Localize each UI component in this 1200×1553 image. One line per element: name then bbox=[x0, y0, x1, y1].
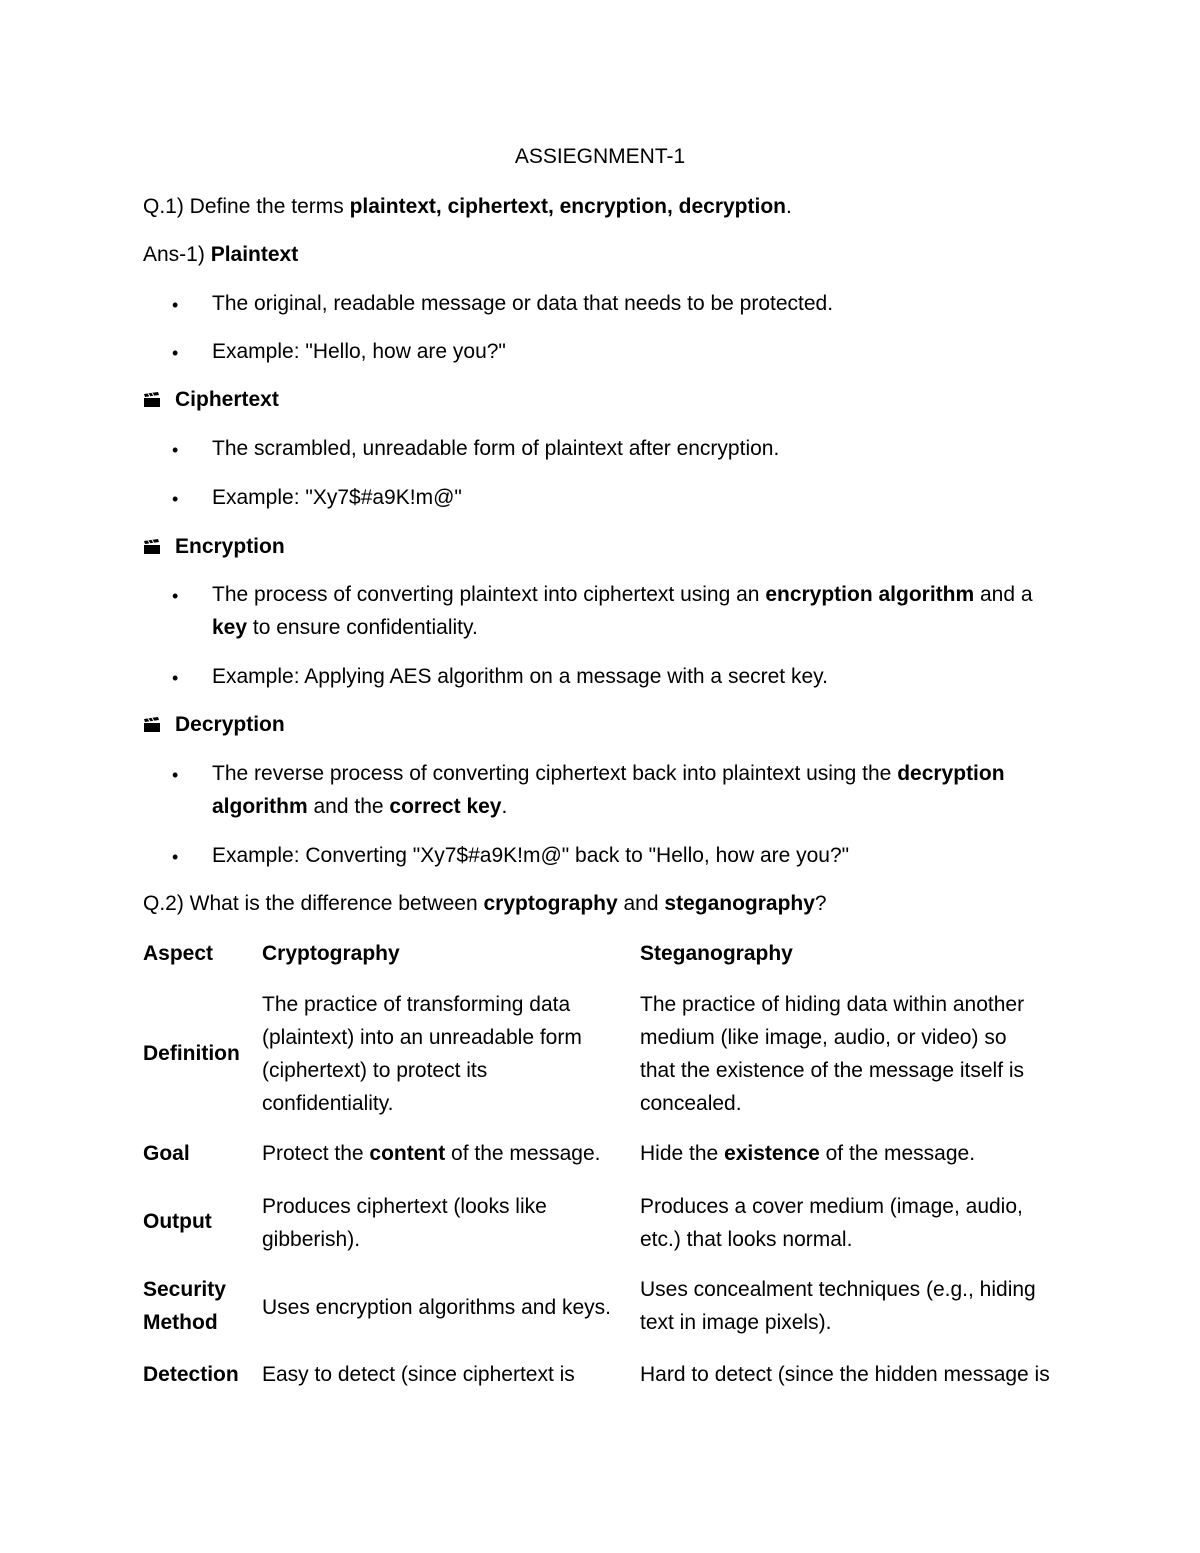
decryption-text: . bbox=[501, 795, 508, 818]
clapperboard-icon bbox=[143, 392, 161, 408]
cryptography-term: cryptography bbox=[483, 892, 618, 915]
question-2-mid: and bbox=[617, 892, 665, 915]
plaintext-example: Example: "Hello, how are you?" bbox=[212, 340, 506, 363]
encryption-definition-line-1 bbox=[212, 582, 1033, 608]
clapperboard-icon bbox=[143, 717, 161, 733]
content-term: content bbox=[369, 1142, 446, 1165]
encryption-definition-line-2 bbox=[212, 615, 478, 641]
table-row-aspect: Goal bbox=[143, 1142, 190, 1165]
question-1-terms: plaintext, ciphertext, encryption, decryption bbox=[349, 195, 786, 218]
table-header-aspect: Aspect bbox=[143, 942, 214, 965]
clapperboard-icon bbox=[143, 539, 161, 555]
section-heading-ciphertext: Ciphertext bbox=[175, 388, 279, 411]
table-cell-steganography bbox=[640, 1273, 1036, 1339]
key-term: key bbox=[212, 616, 248, 639]
page-title: ASSIEGNMENT-1 bbox=[514, 145, 686, 168]
cell-line: text in image pixels). bbox=[640, 1311, 832, 1334]
decryption-text: The reverse process of converting ciphertext back into plaintext using the bbox=[212, 762, 898, 785]
cell-line: Produces a cover medium (image, audio, bbox=[640, 1195, 1023, 1218]
question-1-suffix: . bbox=[786, 195, 792, 218]
table-cell-cryptography bbox=[262, 988, 582, 1120]
section-heading-encryption: Encryption bbox=[175, 535, 285, 558]
question-2-prefix: Q.2) What is the difference between bbox=[143, 892, 484, 915]
cell-text: Protect the bbox=[262, 1142, 370, 1165]
question-2-suffix: ? bbox=[814, 892, 827, 915]
decryption-term: decryption bbox=[897, 762, 1005, 785]
cell-line: Uses concealment techniques (e.g., hiding bbox=[640, 1278, 1036, 1301]
bullet-icon: • bbox=[172, 295, 179, 315]
cell-line: Produces ciphertext (looks like bbox=[262, 1195, 547, 1218]
question-1 bbox=[143, 194, 792, 220]
cell-line: The practice of transforming data bbox=[262, 993, 571, 1016]
table-cell-steganography bbox=[640, 1190, 1023, 1256]
ciphertext-definition: The scrambled, unreadable form of plaintext after encryption. bbox=[212, 437, 780, 460]
cell-line: etc.) that looks normal. bbox=[640, 1228, 853, 1251]
cell-line: gibberish). bbox=[262, 1228, 361, 1251]
decryption-text: and the bbox=[307, 795, 390, 818]
table-header-steganography: Steganography bbox=[640, 942, 793, 965]
encryption-text: to ensure confidentiality. bbox=[247, 616, 478, 639]
table-cell-steganography bbox=[640, 1141, 975, 1167]
bullet-icon: • bbox=[172, 343, 179, 363]
encryption-text: and a bbox=[974, 583, 1033, 606]
cell-line: medium (like image, audio, or video) so bbox=[640, 1026, 1007, 1049]
steganography-term: steganography bbox=[664, 892, 815, 915]
table-row-aspect: Definition bbox=[143, 1042, 240, 1065]
encryption-text: The process of converting plaintext into ciphertext using an bbox=[212, 583, 766, 606]
cell-line: confidentiality. bbox=[262, 1092, 394, 1115]
cell-line: Security bbox=[143, 1278, 226, 1301]
table-row-aspect: Output bbox=[143, 1210, 212, 1233]
cell-line: Method bbox=[143, 1311, 218, 1334]
cell-text: of the message. bbox=[819, 1142, 976, 1165]
question-2 bbox=[143, 891, 827, 917]
table-cell-cryptography: Uses encryption algorithms and keys. bbox=[262, 1296, 611, 1319]
correct-key-term: correct key bbox=[389, 795, 502, 818]
table-cell-cryptography bbox=[262, 1190, 547, 1256]
cell-text: Hide the bbox=[640, 1142, 725, 1165]
answer-prefix: Ans-1) bbox=[143, 243, 211, 266]
bullet-icon: • bbox=[172, 440, 179, 460]
bullet-icon: • bbox=[172, 847, 179, 867]
table-cell-cryptography bbox=[262, 1141, 600, 1167]
bullet-icon: • bbox=[172, 586, 179, 606]
table-header-cryptography: Cryptography bbox=[262, 942, 400, 965]
ciphertext-example: Example: "Xy7$#a9K!m@" bbox=[212, 486, 462, 509]
answer-1-heading bbox=[143, 242, 298, 268]
existence-term: existence bbox=[724, 1142, 820, 1165]
encryption-algorithm-term: encryption algorithm bbox=[765, 583, 975, 606]
cell-line: (plaintext) into an unreadable form bbox=[262, 1026, 582, 1049]
algorithm-term: algorithm bbox=[212, 795, 308, 818]
bullet-icon: • bbox=[172, 489, 179, 509]
table-cell-steganography bbox=[640, 988, 1024, 1120]
cell-text: of the message. bbox=[445, 1142, 601, 1165]
table-row-aspect: Detection bbox=[143, 1363, 239, 1386]
cell-line: The practice of hiding data within another bbox=[640, 993, 1025, 1016]
question-1-prefix: Q.1) Define the terms bbox=[143, 195, 350, 218]
cell-line: (ciphertext) to protect its bbox=[262, 1059, 488, 1082]
decryption-example: Example: Converting "Xy7$#a9K!m@" back to "Hello, how are you?" bbox=[212, 844, 850, 867]
section-heading-plaintext: Plaintext bbox=[210, 243, 299, 266]
encryption-example: Example: Applying AES algorithm on a message with a secret key. bbox=[212, 665, 828, 688]
bullet-icon: • bbox=[172, 765, 179, 785]
section-heading-decryption: Decryption bbox=[175, 713, 285, 736]
table-row-aspect bbox=[143, 1273, 226, 1339]
cell-line: that the existence of the message itself is bbox=[640, 1059, 1025, 1082]
table-cell-steganography: Hard to detect (since the hidden message is bbox=[640, 1363, 1050, 1386]
cell-line: concealed. bbox=[640, 1092, 742, 1115]
table-cell-cryptography: Easy to detect (since ciphertext is bbox=[262, 1363, 575, 1386]
plaintext-definition: The original, readable message or data that needs to be protected. bbox=[212, 292, 834, 315]
bullet-icon: • bbox=[172, 668, 179, 688]
decryption-definition-line-1 bbox=[212, 761, 1005, 787]
decryption-definition-line-2 bbox=[212, 794, 507, 820]
